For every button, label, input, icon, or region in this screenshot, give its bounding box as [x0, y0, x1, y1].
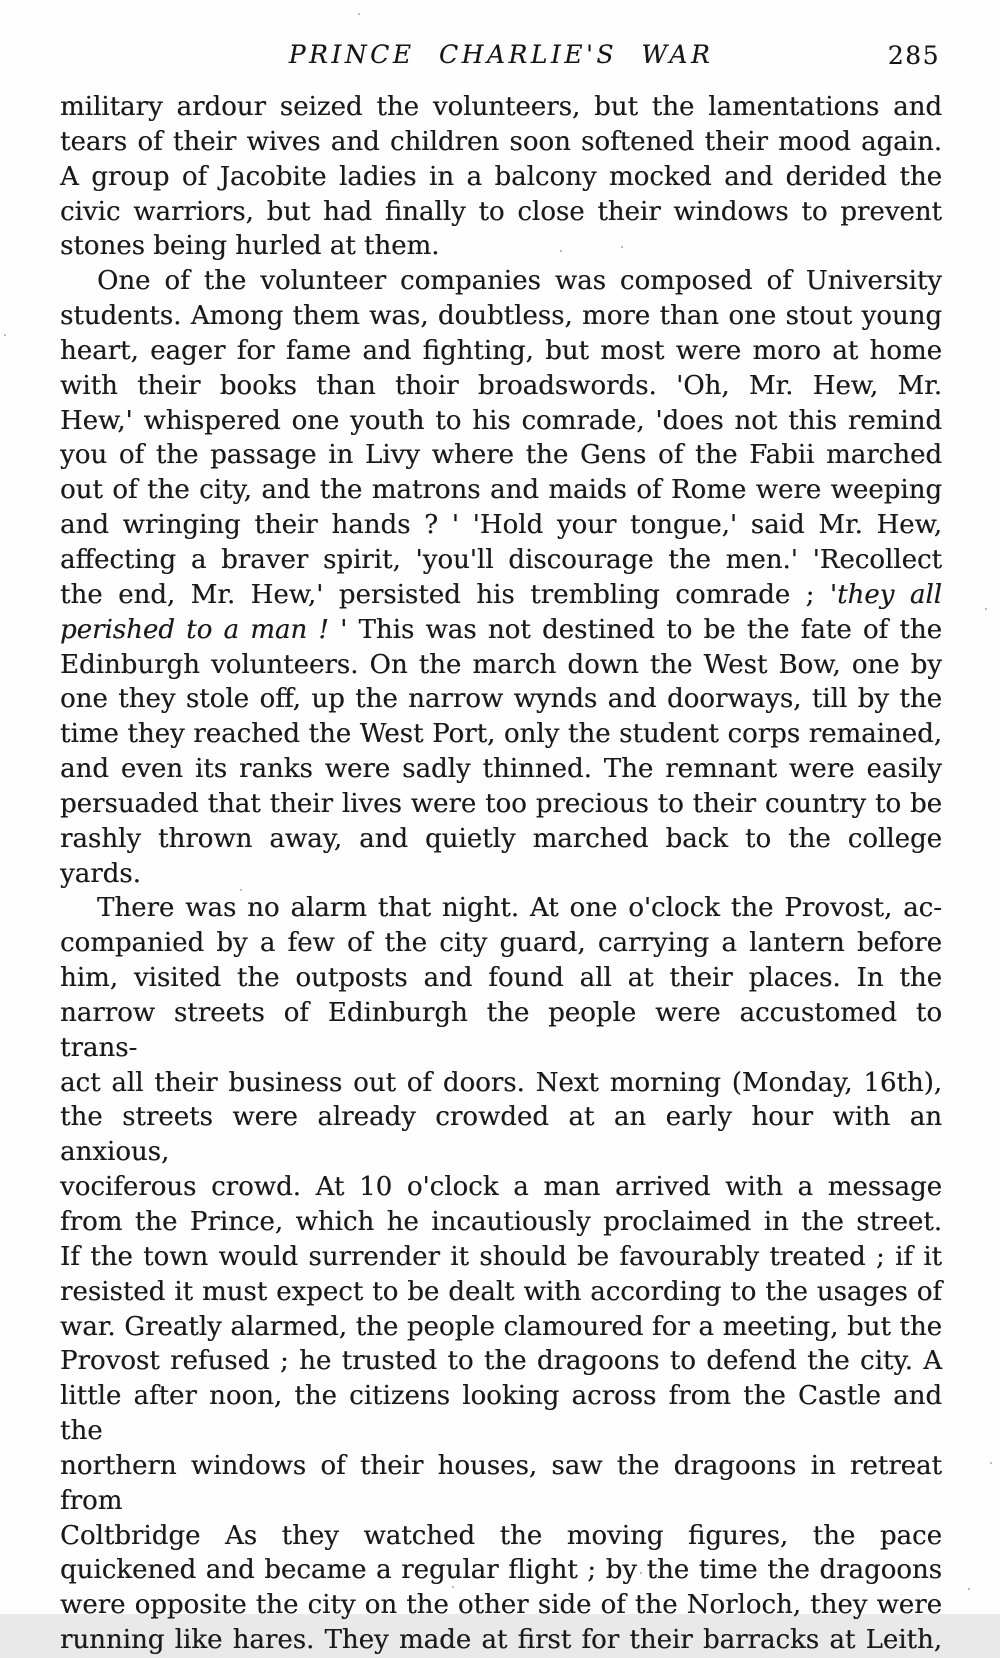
paragraph — [60, 90, 942, 264]
text-line: Edinburgh volunteers. On the march down the West Bow, one by — [60, 649, 942, 680]
text-line: quickened and became a regular flight ; by the time the dragoons — [60, 1555, 942, 1586]
text-line: companied by a few of the city guard, carrying a lantern before — [60, 928, 942, 959]
text-line: heart, eager for fame and fighting, but most were moro at home — [60, 335, 942, 366]
text-line: Provost refused ; he trusted to the dragoons to defend the city. A — [60, 1346, 942, 1377]
text-line: from the Prince, which he incautiously proclaimed in the street. — [60, 1207, 942, 1237]
scan-speck — [358, 13, 360, 15]
text-line: students. Among them was, doubtless, more than one stout young — [60, 301, 942, 332]
text-line: There was no alarm that night. At one o'clock the Provost, ac- — [97, 893, 942, 924]
text-line: perished to a man ! ' This was not destined to be the fate of the — [60, 614, 942, 645]
text-line: Hew,' whispered one youth to his comrade, 'does not this remind — [60, 405, 942, 436]
text-line: Coltbridge As they watched the moving figures, the pace — [60, 1520, 942, 1551]
text-line: persuaded that their lives were too precious to their country to be — [60, 788, 942, 819]
text-line: A group of Jacobite ladies in a balcony mocked and derided the — [60, 161, 942, 192]
text-line: and wringing their hands ? ' 'Hold your tongue,' said Mr. Hew, — [60, 510, 942, 541]
text-line: resisted it must expect to be dealt with according to the usages of — [60, 1276, 942, 1307]
body-text — [60, 90, 942, 1658]
text-line: little after noon, the citizens looking across from the Castle and the — [60, 1381, 942, 1447]
text-line: yards. — [60, 858, 141, 889]
text-line: out of the city, and the matrons and maids of Rome were weeping — [60, 475, 942, 506]
text-line: one they stole off, up the narrow wynds and doorways, till by the — [60, 684, 942, 715]
text-line: him, visited the outposts and found all at their places. In the — [60, 963, 942, 994]
scan-speck — [640, 1572, 642, 1574]
text-line: vociferous crowd. At 10 o'clock a man arrived with a message — [60, 1172, 942, 1203]
page-number: 285 — [887, 41, 940, 70]
text-line: stones being hurled at them. — [60, 231, 440, 262]
text-line: you of the passage in Livy where the Gens of the Fabii marched — [60, 440, 942, 471]
scan-speck — [4, 334, 6, 336]
text-line: affecting a braver spirit, 'you'll discourage the men.' 'Recollect — [60, 544, 942, 575]
text-line: narrow streets of Edinburgh the people were accustomed to trans- — [60, 997, 942, 1063]
text-line: running like hares. They made at first for their barracks at Leith, — [60, 1625, 942, 1656]
paragraph — [60, 264, 942, 891]
text-line: war. Greatly alarmed, the people clamoured for a meeting, but the — [60, 1311, 942, 1342]
text-line: One of the volunteer companies was composed of University — [97, 266, 942, 297]
text-line: were opposite the city on the other side of the Norloch, they were — [60, 1590, 942, 1621]
text-line: military ardour seized the volunteers, but the lamentations and — [60, 92, 942, 122]
text-line: rashly thrown away, and quietly marched back to the college — [60, 823, 942, 854]
text-line: the streets were already crowded at an early hour with an anxious, — [60, 1102, 942, 1168]
text-line: northern windows of their houses, saw the dragoons in retreat from — [60, 1450, 942, 1516]
scan-speck — [240, 889, 242, 891]
scan-speck — [560, 250, 562, 252]
text-line: and even its ranks were sadly thinned. The remnant were easily — [60, 754, 942, 785]
paragraph — [60, 891, 942, 1658]
scan-speck — [410, 902, 412, 904]
scan-speck — [985, 608, 987, 610]
text-line: act all their business out of doors. Next morning (Monday, 16th), — [60, 1067, 942, 1098]
page-title: PRINCE CHARLIE'S WAR — [288, 40, 714, 69]
scan-speck — [968, 1588, 970, 1590]
scan-speck — [452, 1586, 454, 1588]
running-header — [60, 40, 942, 72]
text-line: tears of their wives and children soon softened their mood again. — [60, 126, 942, 157]
text-line: time they reached the West Port, only the student corps remained, — [60, 719, 942, 750]
text-line: with their books than thoir broadswords. 'Oh, Mr. Hew, Mr. — [60, 370, 942, 401]
scan-speck — [621, 246, 623, 248]
text-line: civic warriors, but had finally to close their windows to prevent — [60, 196, 942, 227]
text-line: the end, Mr. Hew,' persisted his trembling comrade ; 'they all — [60, 579, 942, 610]
text-line: If the town would surrender it should be favourably treated ; if it — [60, 1241, 942, 1272]
scan-speck — [990, 1462, 992, 1464]
